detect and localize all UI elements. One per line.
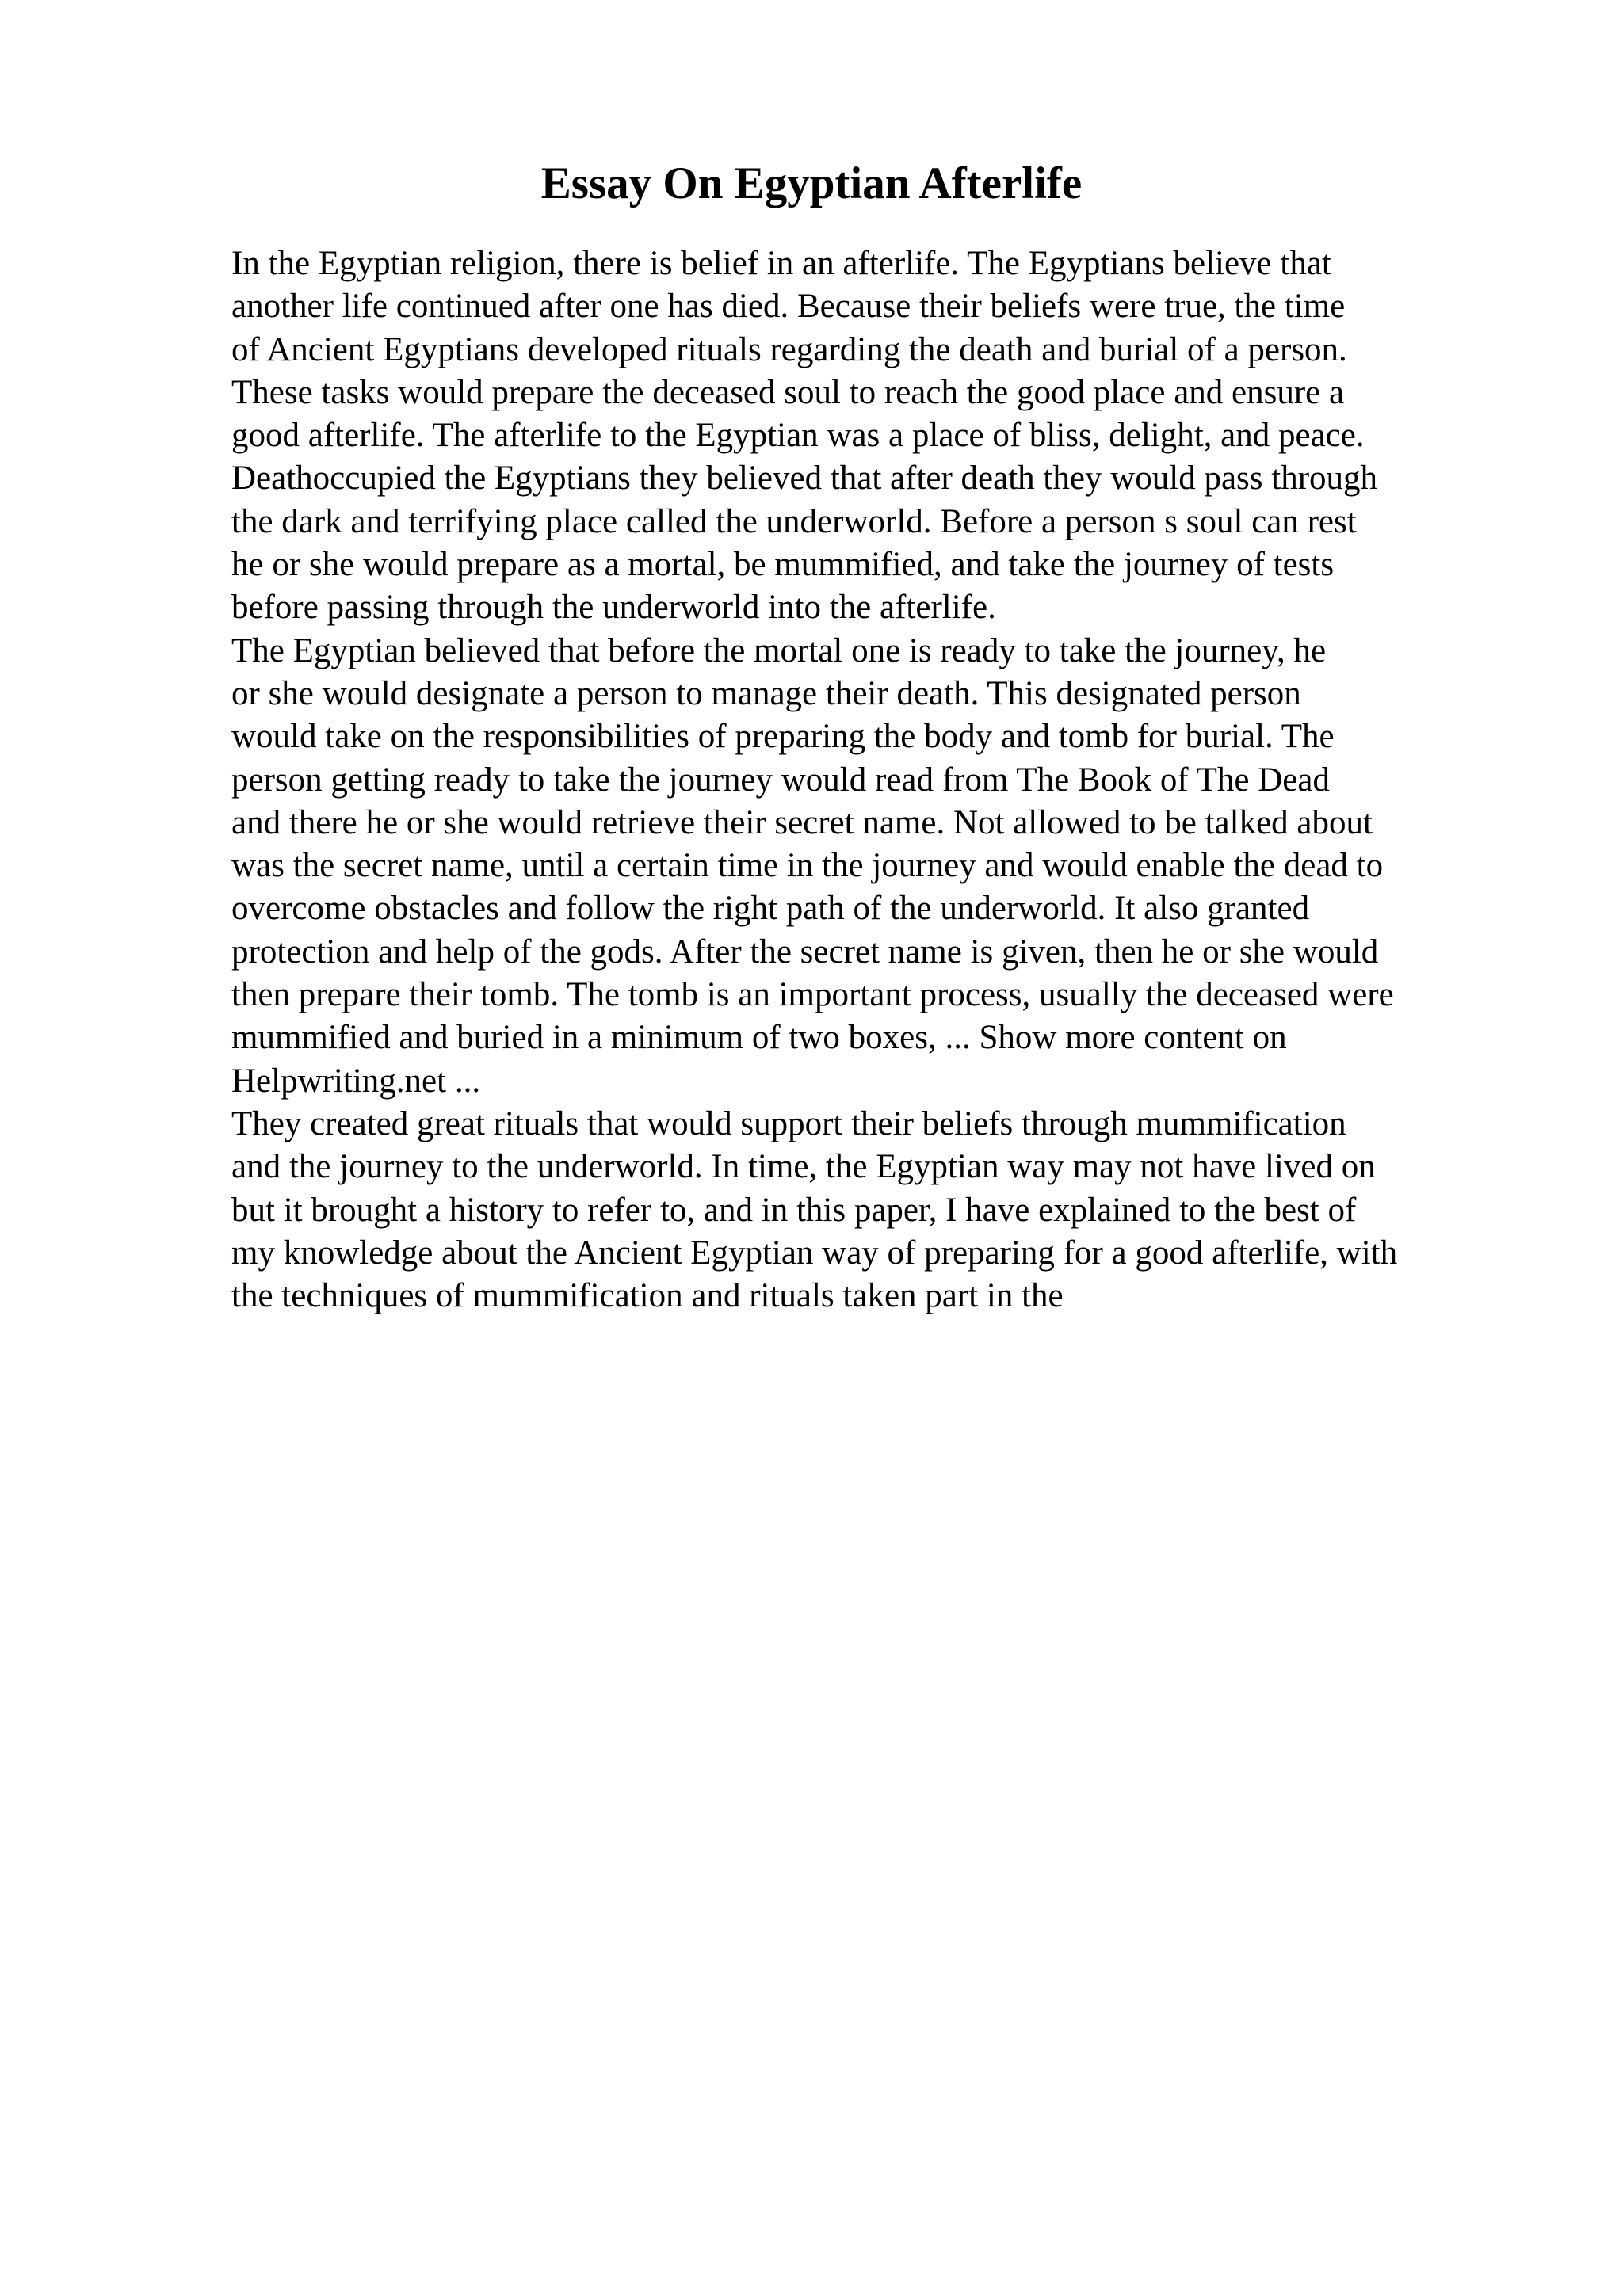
body-line: was the secret name, until a certain time in the journey and would enable the dead to bbox=[231, 847, 1384, 885]
body-line: and the journey to the underworld. In time, the Egyptian way may not have lived on bbox=[231, 1148, 1376, 1186]
body-line: then prepare their tomb. The tomb is an important process, usually the deceased were bbox=[231, 976, 1394, 1014]
body-line: protection and help of the gods. After the secret name is given, then he or she would bbox=[231, 933, 1379, 971]
document-body bbox=[231, 242, 1594, 1318]
body-line: another life continued after one has died. Because their beliefs were true, the time bbox=[231, 288, 1346, 326]
body-line: of Ancient Egyptians developed rituals regarding the death and burial of a person. bbox=[231, 330, 1347, 368]
body-line: before passing through the underworld into the afterlife. bbox=[231, 589, 996, 627]
body-line: They created great rituals that would support their beliefs through mummification bbox=[231, 1104, 1346, 1142]
body-line: In the Egyptian religion, there is belief in an afterlife. The Egyptians believe that bbox=[231, 245, 1331, 282]
document-title: Essay On Egyptian Afterlife bbox=[540, 158, 1083, 208]
body-line: The Egyptian believed that before the mortal one is ready to take the journey, he bbox=[231, 631, 1327, 669]
body-line: person getting ready to take the journey would read from The Book of The Dead bbox=[231, 761, 1330, 799]
body-line: he or she would prepare as a mortal, be mummified, and take the journey of tests bbox=[231, 546, 1335, 584]
body-line: Deathoccupied the Egyptians they believed that after death they would pass through bbox=[231, 460, 1378, 498]
body-line: or she would designate a person to manage their death. This designated person bbox=[231, 674, 1301, 712]
body-line: overcome obstacles and follow the right path of the underworld. It also granted bbox=[231, 890, 1310, 928]
body-line: good afterlife. The afterlife to the Egyptian was a place of bliss, delight, and peace. bbox=[231, 417, 1365, 455]
body-line: mummified and buried in a minimum of two boxes, ... Show more content on bbox=[231, 1019, 1287, 1057]
body-line: the dark and terrifying place called the underworld. Before a person s soul can rest bbox=[231, 502, 1357, 540]
body-line: my knowledge about the Ancient Egyptian way of preparing for a good afterlife, with bbox=[231, 1234, 1398, 1272]
body-line: but it brought a history to refer to, and in this paper, I have explained to the best of bbox=[231, 1191, 1357, 1229]
body-line: Helpwriting.net ... bbox=[231, 1062, 481, 1100]
body-line: would take on the responsibilities of preparing the body and tomb for burial. The bbox=[231, 718, 1335, 756]
body-line: These tasks would prepare the deceased soul to reach the good place and ensure a bbox=[231, 373, 1345, 411]
body-line: and there he or she would retrieve their secret name. Not allowed to be talked about bbox=[231, 803, 1373, 841]
body-line: the techniques of mummification and rituals taken part in the bbox=[231, 1277, 1064, 1315]
